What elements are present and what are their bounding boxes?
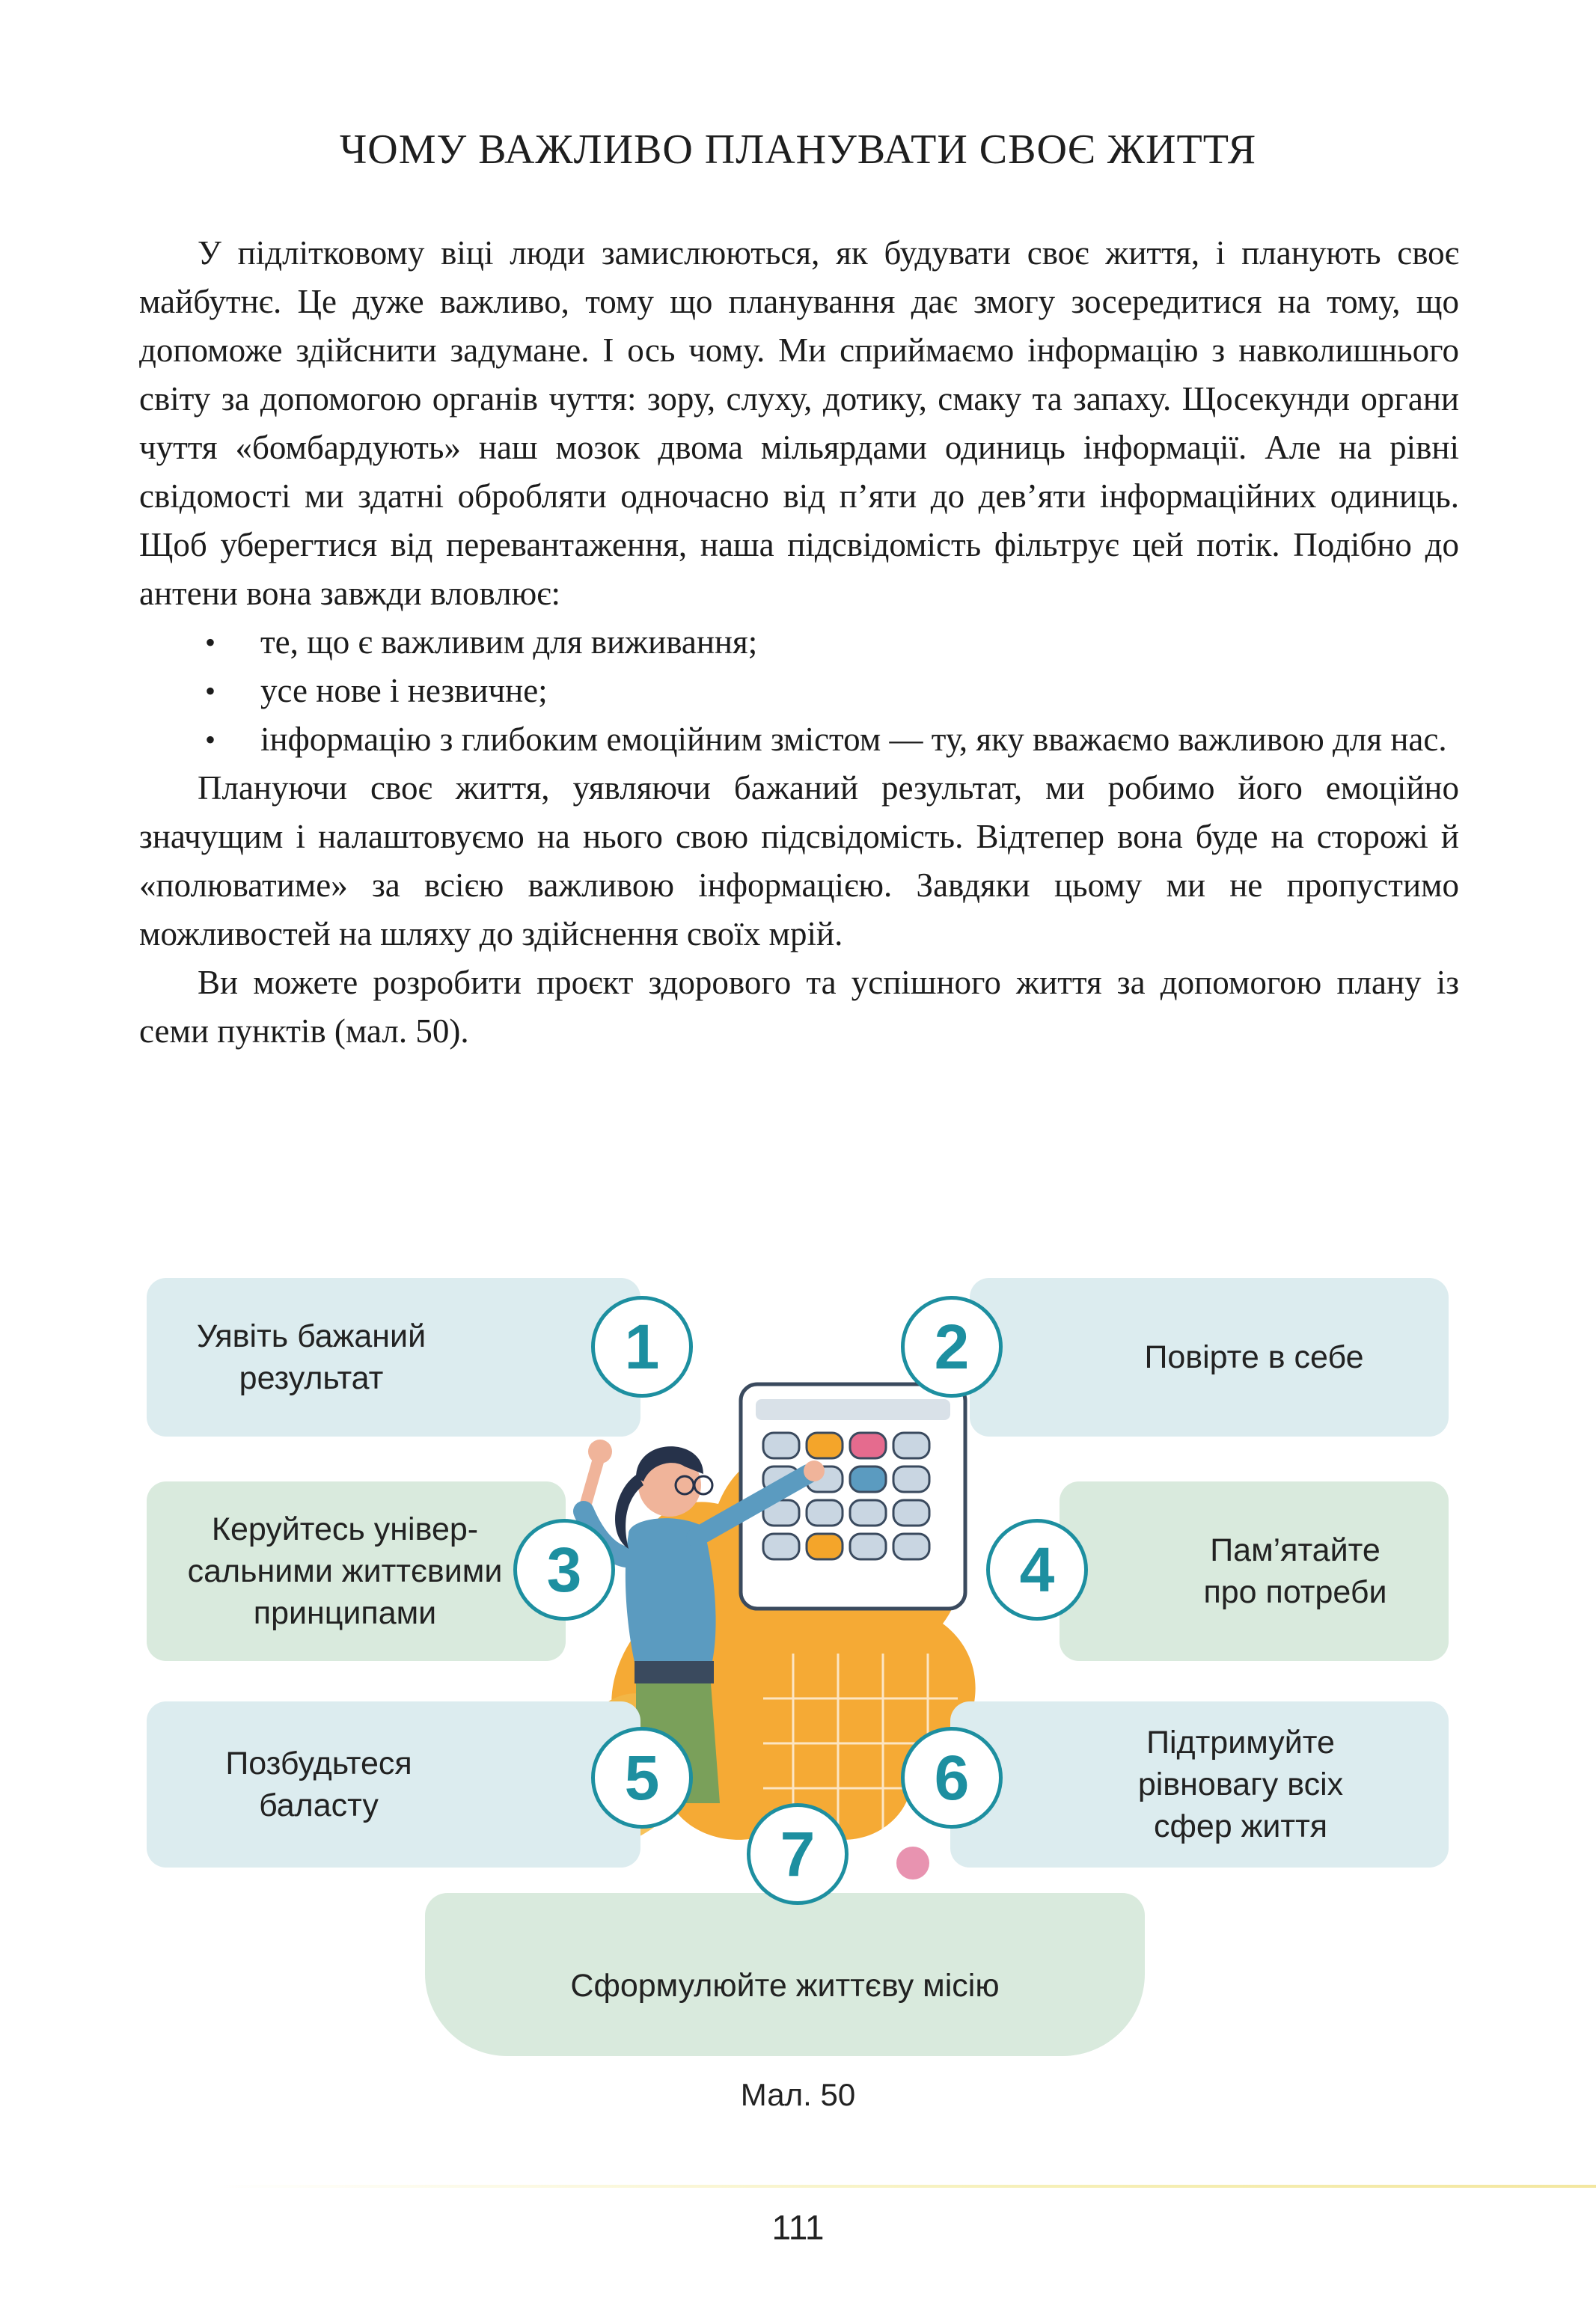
figure-caption: Мал. 50	[740, 2077, 856, 2112]
page-number: 111	[771, 2208, 825, 2247]
step-card-2: Повірте в себе	[970, 1278, 1449, 1437]
body-text	[139, 229, 1459, 1056]
step-number-6: 6	[901, 1727, 1003, 1829]
seven-step-plan-figure	[0, 1264, 1596, 2132]
step-number-4: 4	[986, 1519, 1088, 1621]
step-number-2: 2	[901, 1296, 1003, 1398]
step-number-3: 3	[513, 1519, 615, 1621]
paragraph-3: Ви можете розробити проєкт здорового та успішного життя за допомогою плану із семи пунктів (мал. 50).	[139, 964, 1459, 1050]
step-number-5: 5	[591, 1727, 693, 1829]
step-card-6: Підтримуйте рівновагу всіх сфер життя	[950, 1701, 1449, 1868]
step-card-7: Сформулюйте життєву місію	[425, 1893, 1145, 2056]
paragraph-1: У підлітковому віці люди замислюються, як будувати своє життя, і планують своє майбутнє. Це дуже важливо, тому що планування дає змогу зосередитися на тому, що допоможе здійснити задумане. І ось чому. Ми сприймаємо інформацію з навколишнього світу за допомогою органів чуття: зору, слуху, дотику, смаку та запаху. Щосекунди органи чуття «бомбардують» наш мозок двома мільярдами одиниць інформації. Але на рівні свідомості ми здатні обробляти одночасно від п’яти до дев’яти інформаційних одиниць. Щоб уберегтися від перевантаження, наша підсвідомість фільтрує цей потік. Подібно до антени вона завжди вловлює:	[139, 234, 1459, 612]
page-title: ЧОМУ ВАЖЛИВО ПЛАНУВАТИ СВОЄ ЖИТТЯ	[339, 126, 1257, 173]
bullet-icon: •	[205, 674, 216, 708]
footer-divider	[210, 2185, 1596, 2188]
step-card-5: Позбудьтеся баласту	[147, 1701, 640, 1868]
step-card-4: Пам’ятайте про потреби	[1060, 1481, 1449, 1661]
list-item: • те, що є важливим для виживання;	[139, 618, 1459, 667]
bullet-icon: •	[205, 626, 216, 659]
step-card-3: Керуйтесь універ- сальними життєвими принципами	[147, 1481, 566, 1661]
list-item: • інформацію з глибоким емоційним змістом — ту, яку вважаємо важливою для нас.	[139, 715, 1459, 764]
bullet-icon: •	[205, 723, 216, 756]
paragraph-2: Плануючи своє життя, уявляючи бажаний результат, ми робимо його емоційно значущим і налаштовуємо на нього свою підсвідомість. Відтепер вона буде на сторожі й «полюватиме» за всією важливою інформацією. Завдяки цьому ми не пропустимо можливостей на шляху до здійснення своїх мрій.	[139, 769, 1459, 952]
step-number-7: 7	[747, 1803, 849, 1905]
bullet-list	[139, 618, 1459, 764]
step-card-1: Уявіть бажаний результат	[147, 1278, 640, 1437]
step-number-1: 1	[591, 1296, 693, 1398]
list-item: • усе нове і незвичне;	[139, 667, 1459, 715]
